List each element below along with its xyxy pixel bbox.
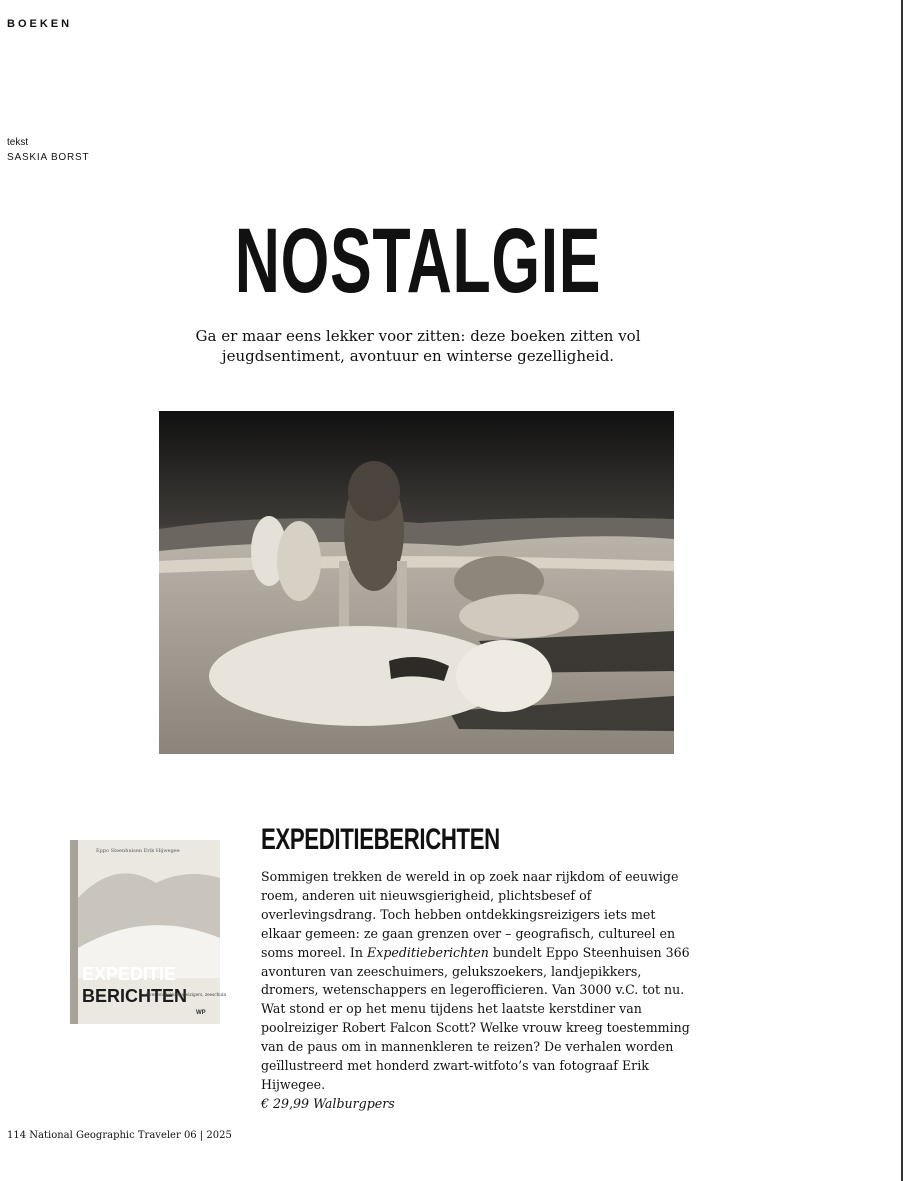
sled-dogs-illustration xyxy=(159,411,674,754)
cover-authors: Eppo Steenhuisen Erik Hijwegee xyxy=(96,848,180,854)
book-cover-illustration xyxy=(66,838,226,1028)
price-publisher: € 29,99 Walburgpers xyxy=(261,1095,395,1111)
article-body xyxy=(261,868,693,1114)
cover-subtitle: Over ontdekkingsreizigers, zeeschuim xyxy=(146,992,226,997)
cover-title-line2: BERICHTEN xyxy=(82,986,188,1006)
credit-author: SASKIA BORST xyxy=(7,152,90,163)
page-headline: NOSTALGIE xyxy=(234,210,602,312)
cover-title-line1: EXPEDITIE xyxy=(82,964,177,984)
cover-publisher-mark: WP xyxy=(196,1010,206,1016)
body-text-part1: Sommigen trekken de wereld in op zoek naar rijkdom of eeuwige roem, anderen uit nieuwsgierigheid, plichtsbesef of overlevingsdrang. Toch hebben ontdekkingsreizigers iets met elkaar gemeen: ze gaan grenzen over – geografisch, cultureel en soms moreel. In xyxy=(261,869,679,960)
hero-photo-sled-dogs xyxy=(159,411,674,754)
article-title: EXPEDITIEBERICHTEN xyxy=(261,823,500,856)
section-label: BOEKEN xyxy=(7,18,73,30)
page-folio: 114 National Geographic Traveler 06 | 2025 xyxy=(7,1130,232,1141)
author-credit xyxy=(7,135,89,165)
credit-role: tekst xyxy=(7,137,29,148)
book-cover-image xyxy=(66,838,226,1028)
body-book-title: Expeditieberichten xyxy=(367,944,489,960)
body-text-part2: bundelt Eppo Steenhuisen 366 avonturen van zeeschuimers, gelukszoekers, landjepikkers, dromers, wetenschappers en legerofficieren. Van 3000 v.C. tot nu. Wat stond er op het menu tijdens het laatste kerstdiner van poolreiziger Robert Falcon Scott? Welke vrouw kreeg toestemming van de paus om in mannenkleren te reizen? De verhalen worden geïllustreerd met honderd zwart-witfoto’s van fotograaf Erik Hijwegee. xyxy=(261,944,690,1092)
intro-text: Ga er maar eens lekker voor zitten: deze boeken zitten vol jeugdsentiment, avontuur en winterse gezelligheid. xyxy=(195,327,641,365)
